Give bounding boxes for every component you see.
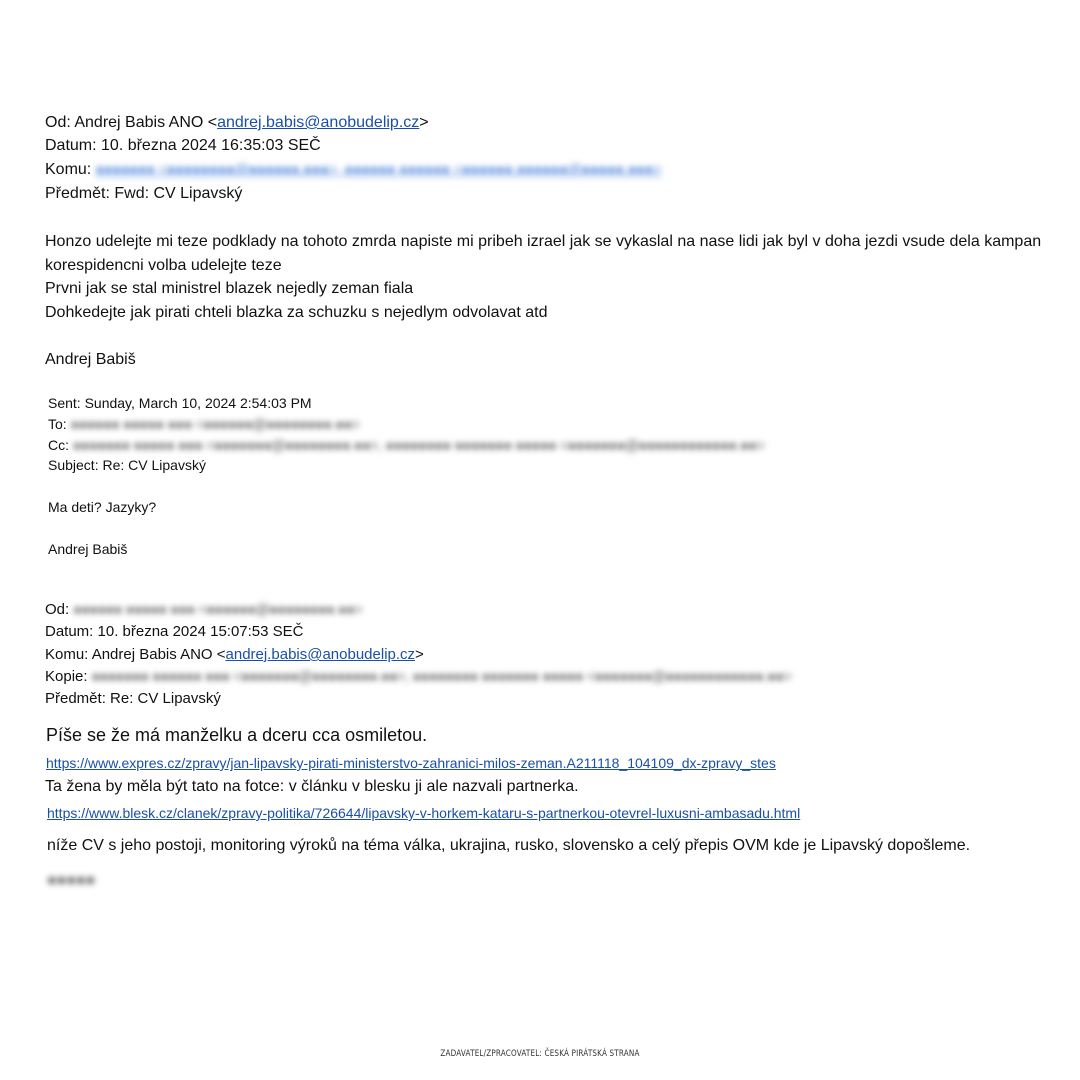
email2-to-line bbox=[48, 416, 360, 433]
email3-to-email-link[interactable]: andrej.babis@anobudelip.cz bbox=[225, 646, 416, 663]
email1-from-email-link[interactable]: andrej.babis@anobudelip.cz bbox=[217, 114, 420, 131]
email3-from-redacted: ●●●●●● ●●●●● ●●● <●●●●●●@●●●●●●●●.●●> bbox=[73, 602, 363, 617]
email1-from-label: Od: bbox=[45, 114, 71, 131]
email1-from-name: Andrej Babis ANO < bbox=[74, 114, 218, 131]
email2-to-redacted: ●●●●●● ●●●●● ●●● <●●●●●●@●●●●●●●●.●●> bbox=[70, 417, 360, 432]
email1-to-redacted: ●●●●●●● <●●●●●●●●@●●●●●●.●●●>, ●●●●●● ●●●●●● <●●●●●●.●●●●●●@●●●●●.●●●> bbox=[95, 161, 662, 177]
email1-body-line-1: Honzo udelejte mi teze podklady na tohoto zmrda napiste mi pribeh izrael jak se vykaslal na nase lidi jak byl v doha jezdi vsude dela kampan bbox=[45, 233, 1042, 250]
email1-date-line: Datum: 10. března 2024 16:35:03 SEČ bbox=[45, 137, 321, 154]
email2-body: Ma deti? Jazyky? bbox=[48, 499, 157, 515]
email1-subject-line: Předmět: Fwd: CV Lipavský bbox=[45, 185, 243, 202]
email3-date-line: Datum: 10. března 2024 15:07:53 SEČ bbox=[45, 623, 304, 640]
email3-cc-redacted: ●●●●●●● ●●●●●● ●●● <●●●●●●●@●●●●●●●●.●●>, ●●●●●●●● ●●●●●●● ●●●●● <●●●●●●●@●●●●●●●●●●●●.●●> bbox=[91, 669, 792, 684]
email2-cc-line bbox=[48, 437, 765, 454]
email1-signature: Andrej Babiš bbox=[45, 351, 136, 368]
email2-cc-label: Cc: bbox=[48, 437, 69, 453]
email3-link-expres[interactable]: https://www.expres.cz/zpravy/jan-lipavsky-pirati-ministerstvo-zahranici-milos-zeman.A211118_104109_dx-zpravy_stes bbox=[46, 755, 776, 771]
email2-to-label: To: bbox=[48, 416, 67, 432]
email1-to-label: Komu: bbox=[45, 161, 92, 178]
email3-to-label: Komu: Andrej Babis ANO < bbox=[45, 646, 226, 663]
email3-from-line bbox=[45, 601, 362, 619]
email2-sent-line: Sent: Sunday, March 10, 2024 2:54:03 PM bbox=[48, 395, 312, 411]
email3-para-3: níže CV s jeho postoji, monitoring výroků na téma válka, ukrajina, rusko, slovensko a celý přepis OVM kde je Lipavský dopošleme. bbox=[47, 837, 971, 854]
email3-cc-line bbox=[45, 668, 792, 686]
email1-body-line-2: korespidencni volba udelejte teze bbox=[45, 257, 282, 274]
email3-subject-line: Předmět: Re: CV Lipavský bbox=[45, 690, 221, 707]
email2-signature: Andrej Babiš bbox=[48, 541, 128, 557]
email1-to-line bbox=[45, 160, 662, 179]
email2-subject-line: Subject: Re: CV Lipavský bbox=[48, 457, 206, 473]
email3-para-2: Ta žena by měla být tato na fotce: v článku v blesku ji ale nazvali partnerka. bbox=[45, 778, 579, 795]
email2-cc-redacted: ●●●●●●● ●●●●● ●●● <●●●●●●●@●●●●●●●●.●●>, ●●●●●●●● ●●●●●●● ●●●●● <●●●●●●●@●●●●●●●●●●●●.●●> bbox=[72, 438, 765, 453]
email3-from-label: Od: bbox=[45, 601, 70, 618]
email3-link-blesk[interactable]: https://www.blesk.cz/clanek/zpravy-politika/726644/lipavsky-v-horkem-kataru-s-partnerkou-otevrel-luxusni-ambasadu.html bbox=[47, 805, 801, 821]
email1-body-line-4: Dohkedejte jak pirati chteli blazka za schuzku s nejedlym odvolavat atd bbox=[45, 304, 548, 321]
email3-para-1: Píše se že má manželku a dceru cca osmiletou. bbox=[46, 725, 428, 745]
email3-cc-label: Kopie: bbox=[45, 668, 88, 685]
email1-from-line: Od: Andrej Babis ANO <andrej.babis@anobudelip.cz> bbox=[45, 114, 429, 131]
footer-attribution: ZADAVATEL/ZPRACOVATEL: ČESKÁ PIRÁTSKÁ STRANA bbox=[440, 1049, 640, 1059]
email3-to-line: Komu: Andrej Babis ANO <andrej.babis@anobudelip.cz> bbox=[45, 646, 424, 663]
email3-signature-redacted: ●●●●● bbox=[47, 872, 96, 889]
email1-body-line-3: Prvni jak se stal ministrel blazek nejedly zeman fiala bbox=[45, 280, 414, 297]
